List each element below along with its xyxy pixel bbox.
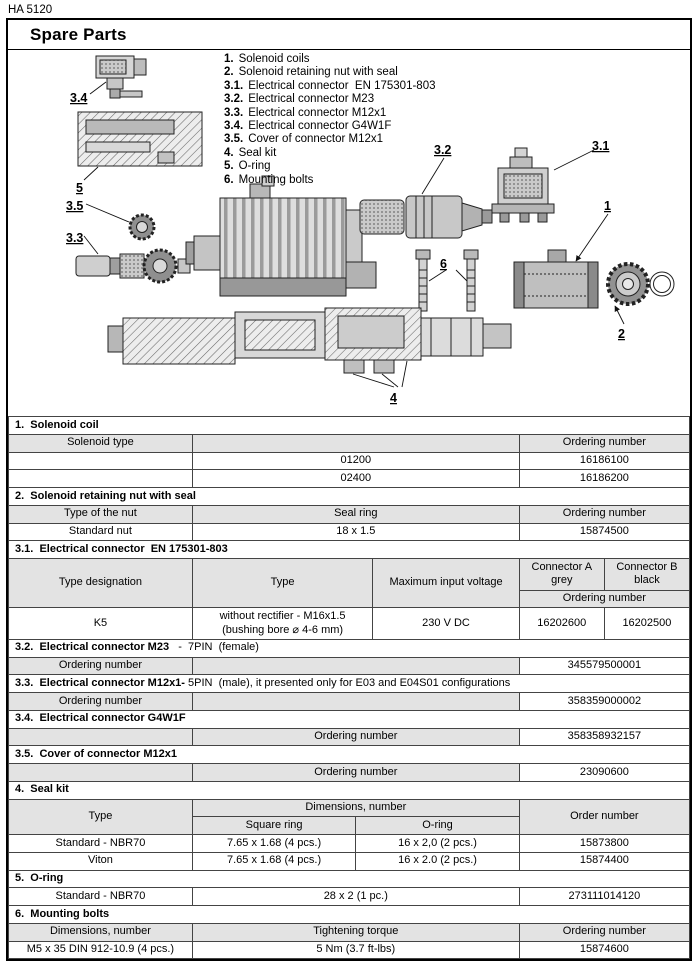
nut-type-value: Standard nut — [9, 523, 193, 541]
ordering-number-value: 15874500 — [519, 523, 689, 541]
legend-item-3-1: 3.1. Electrical connector EN 175301-803 — [224, 79, 436, 92]
order-number-value: 15873800 — [519, 835, 689, 853]
legend-item-1: 1. Solenoid coils — [224, 53, 310, 65]
ordering-number-value: 16186100 — [519, 452, 689, 470]
spare-parts-tables — [8, 416, 690, 959]
section-title-3-1: 3.1. Electrical connector EN 175301-803 — [9, 541, 690, 559]
cell-empty — [9, 452, 193, 470]
section-title-3-4: 3.4. Electrical connector G4W1F — [9, 710, 690, 728]
table-solenoid-coil — [8, 416, 690, 488]
col-ordering-number: Ordering number — [519, 434, 689, 452]
table-row — [9, 888, 690, 906]
col-solenoid-type: Solenoid type — [9, 434, 193, 452]
page-title: Spare Parts — [30, 25, 127, 44]
table-row — [9, 941, 690, 959]
part-connector-en175301 — [492, 148, 554, 222]
ordering-number-value: 16186200 — [519, 470, 689, 488]
table-connector-en175301 — [8, 540, 690, 640]
section-title-4: 4. Seal kit — [9, 781, 690, 799]
ordering-number-value: 273111014120 — [519, 888, 689, 906]
ordering-number-label: Ordering number — [9, 657, 193, 675]
callout-2: 2 — [618, 327, 625, 341]
col-max-voltage: Maximum input voltage — [373, 559, 519, 608]
header-filler — [9, 764, 193, 782]
torque-value: 5 Nm (3.7 ft-lbs) — [192, 941, 519, 959]
part-cover-m12x1 — [130, 215, 154, 239]
ordering-number-label: Ordering number — [9, 693, 193, 711]
col-order-number: Order number — [519, 799, 689, 835]
title-bar — [8, 20, 690, 50]
header-filler — [192, 693, 519, 711]
section-title-5: 5. O-ring — [9, 870, 690, 888]
col-ordering-number: Ordering number — [519, 505, 689, 523]
header-filler — [192, 657, 519, 675]
table-row — [9, 835, 690, 853]
col-type-designation: Type designation — [9, 559, 193, 608]
table-row — [9, 657, 690, 675]
solenoid-type-value: 02400 — [192, 470, 519, 488]
header-row — [9, 434, 690, 452]
col-connector-a: Connector A grey — [519, 559, 604, 591]
ordering-number-b: 16202500 — [604, 608, 689, 640]
table-seal-kit — [8, 781, 690, 871]
seal-type-value: Viton — [9, 852, 193, 870]
col-type: Type — [192, 559, 372, 608]
col-dimensions: Dimensions, number — [192, 799, 519, 817]
header-filler — [9, 728, 193, 746]
table-row — [9, 608, 690, 640]
section-title-3-2: 3.2. Electrical connector M23 - 7PIN (female) — [9, 639, 690, 657]
cell-empty — [9, 470, 193, 488]
callout-3-5: 3.5 — [66, 199, 84, 213]
col-seal-ring: Seal ring — [192, 505, 519, 523]
col-type: Type — [9, 799, 193, 835]
header-row — [9, 923, 690, 941]
callout-4: 4 — [390, 391, 397, 405]
callout-3-1: 3.1 — [592, 139, 610, 153]
main-box — [6, 18, 692, 961]
part-retaining-nut — [608, 264, 674, 304]
table-connector-m23 — [8, 639, 690, 676]
o-ring-value: 16 x 2,0 (2 pcs.) — [356, 835, 519, 853]
col-o-ring: O-ring — [356, 817, 519, 835]
mounting-bolt — [416, 250, 430, 311]
part-connector-m23 — [360, 196, 492, 238]
col-connector-b: Connector B black — [604, 559, 689, 591]
type-designation-value: K5 — [9, 608, 193, 640]
table-row — [9, 852, 690, 870]
section-title-3-5: 3.5. Cover of connector M12x1 — [9, 746, 690, 764]
ordering-number-value: 358358932157 — [519, 728, 689, 746]
legend-item-4: 4. Seal kit — [224, 146, 277, 159]
o-ring-size-value: 28 x 2 (1 pc.) — [192, 888, 519, 906]
table-o-ring — [8, 870, 690, 907]
doc-code: HA 5120 — [8, 4, 53, 16]
section-title-6: 6. Mounting bolts — [9, 906, 690, 924]
table-cover-m12x1 — [8, 745, 690, 782]
table-connector-m12x1 — [8, 674, 690, 711]
table-row — [9, 728, 690, 746]
order-number-value: 15874400 — [519, 852, 689, 870]
part-connector-m12x1 — [76, 250, 190, 282]
callout-3-2: 3.2 — [434, 143, 452, 157]
table-row — [9, 523, 690, 541]
ordering-number-a: 16202600 — [519, 608, 604, 640]
part-connector-g4w1f — [96, 56, 146, 98]
header-row — [9, 505, 690, 523]
voltage-value: 230 V DC — [373, 608, 519, 640]
callout-5: 5 — [76, 181, 83, 195]
legend-item-6: 6. Mounting bolts — [224, 173, 314, 186]
callout-1: 1 — [604, 199, 611, 213]
ordering-number-label: Ordering number — [192, 764, 519, 782]
legend-item-3-3: 3.3. Electrical connector M12x1 — [224, 106, 387, 119]
o-ring-type-value: Standard - NBR70 — [9, 888, 193, 906]
col-dimensions-number: Dimensions, number — [9, 923, 193, 941]
col-ordering-number: Ordering number — [519, 590, 689, 608]
table-connector-g4w1f — [8, 710, 690, 747]
part-solenoid-coil — [514, 250, 598, 308]
section-title-1: 1. Solenoid coil — [9, 417, 690, 435]
table-row — [9, 452, 690, 470]
col-square-ring: Square ring — [192, 817, 355, 835]
callout-6: 6 — [440, 257, 447, 271]
section-title-3-3: 3.3. Electrical connector M12x1- 5PIN (male), it presented only for E03 and E04S01 configurations — [9, 675, 690, 693]
legend-item-3-2: 3.2. Electrical connector M23 — [224, 93, 375, 106]
seal-type-value: Standard - NBR70 — [9, 835, 193, 853]
ordering-number-value: 15874600 — [519, 941, 689, 959]
col-ordering-number: Ordering number — [519, 923, 689, 941]
header-row — [9, 559, 690, 591]
table-row — [9, 693, 690, 711]
legend-item-3-4: 3.4. Electrical connector G4W1F — [224, 120, 392, 133]
callout-3-4: 3.4 — [70, 91, 88, 105]
legend-item-5: 5. O-ring — [224, 160, 271, 173]
legend-item-3-5: 3.5. Cover of connector M12x1 — [224, 133, 384, 146]
part-subplate-block — [78, 112, 202, 166]
ordering-number-value: 358359000002 — [519, 693, 689, 711]
legend-item-2: 2. Solenoid retaining nut with seal — [224, 66, 398, 79]
seal-ring-value: 18 x 1.5 — [192, 523, 519, 541]
col-tightening-torque: Tightening torque — [192, 923, 519, 941]
table-row — [9, 470, 690, 488]
header-filler — [192, 434, 519, 452]
part-valve-housing — [108, 308, 511, 373]
col-nut-type: Type of the nut — [9, 505, 193, 523]
exploded-view-area — [8, 50, 690, 416]
part-valve-body — [186, 176, 376, 296]
ordering-number-label: Ordering number — [192, 728, 519, 746]
table-mounting-bolts — [8, 905, 690, 959]
bolt-dimensions-value: M5 x 35 DIN 912-10.9 (4 pcs.) — [9, 941, 193, 959]
parts-legend — [224, 53, 436, 187]
o-ring-value: 16 x 2.0 (2 pcs.) — [356, 852, 519, 870]
ordering-number-value: 23090600 — [519, 764, 689, 782]
square-ring-value: 7.65 x 1.68 (4 pcs.) — [192, 835, 355, 853]
table-retaining-nut — [8, 487, 690, 541]
part-mounting-bolts — [416, 250, 478, 311]
solenoid-type-value: 01200 — [192, 452, 519, 470]
square-ring-value: 7.65 x 1.68 (4 pcs.) — [192, 852, 355, 870]
table-row — [9, 764, 690, 782]
type-value: without rectifier - M16x1.5 (bushing bore ⌀ 4-6 mm) — [192, 608, 372, 640]
header-row — [9, 799, 690, 817]
callout-3-3: 3.3 — [66, 231, 84, 245]
ordering-number-value: 345579500001 — [519, 657, 689, 675]
section-title-2: 2. Solenoid retaining nut with seal — [9, 488, 690, 506]
